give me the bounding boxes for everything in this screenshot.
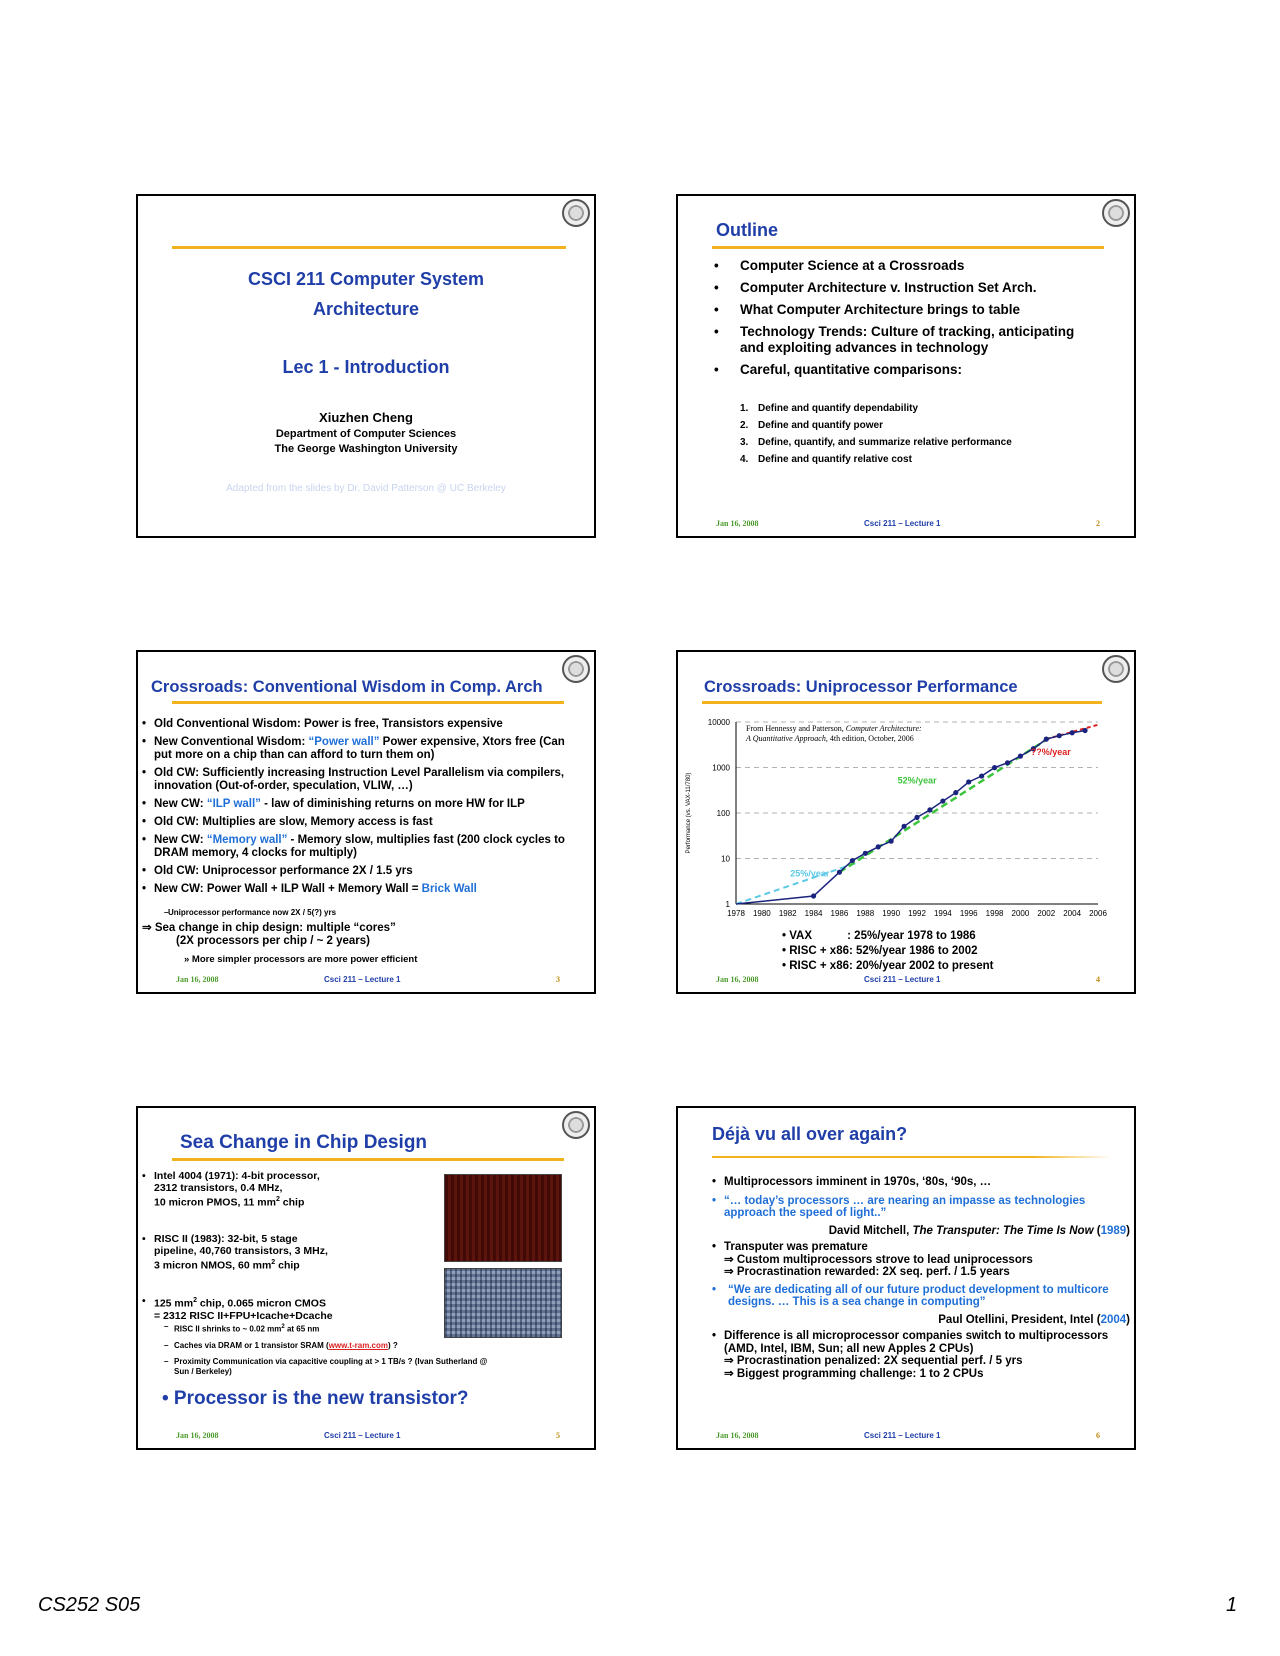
x-tick-label: 2000	[1011, 909, 1030, 918]
slide-1	[136, 194, 596, 538]
numbered-item: Define and quantify dependability	[758, 403, 919, 414]
x-tick-label: 1984	[804, 909, 823, 918]
x-tick-label: 1980	[752, 909, 771, 918]
legend-vax: • VAX : 25%/year 1978 to 1986	[782, 930, 976, 942]
title-rule	[172, 701, 564, 704]
slide-4-title: Crossroads: Uniprocessor Performance	[704, 678, 1018, 696]
y-tick-label: 10000	[707, 718, 730, 727]
slide-2	[676, 194, 1136, 538]
x-tick-label: 1994	[933, 909, 952, 918]
deja-quote: • “We are dedicating all of our future product development to multicore designs. … This is a sea change in computing”	[710, 1284, 1130, 1309]
x-tick-label: 1982	[778, 909, 797, 918]
performance-point	[837, 870, 842, 875]
slide-number: 5	[556, 1431, 560, 1440]
page-footer-course: CS252 S05	[38, 1594, 141, 1616]
annotation-20-percent: ??%/year	[1030, 746, 1071, 757]
outline-item: • What Computer Architecture brings to table	[712, 302, 1092, 318]
cw-item: • New CW: “Memory wall” - Memory slow, multiplies fast (200 clock cycles to DRAM memory, 4 clocks for multiply)	[140, 834, 580, 860]
outline-item: • Computer Architecture v. Instruction Set Arch.	[712, 280, 1092, 296]
legend-risc-52: • RISC + x86: 52%/year 1986 to 2002	[782, 945, 978, 957]
slide-number: 6	[1096, 1431, 1100, 1440]
title-rule	[712, 246, 1104, 249]
slide-lecture: Csci 211 – Lecture 1	[324, 1431, 401, 1440]
x-tick-label: 1978	[727, 909, 745, 918]
slide-lecture: Csci 211 – Lecture 1	[864, 519, 941, 528]
x-tick-label: 1992	[908, 909, 926, 918]
slide-lecture: Csci 211 – Lecture 1	[864, 1431, 941, 1440]
performance-point	[1044, 737, 1049, 742]
cw-item: • Old CW: Sufficiently increasing Instruction Level Parallelism via compilers, innovation (Out-of-order, speculation, VLIW, …)	[140, 767, 580, 793]
slide-1-title-line1: CSCI 211 Computer System	[247, 269, 485, 289]
chip-list	[140, 1170, 440, 1322]
performance-point	[1057, 733, 1062, 738]
slide-6-title: Déjà vu all over again?	[712, 1124, 908, 1144]
author-name: Xiuzhen Cheng	[319, 410, 413, 425]
slide-date: Jan 16, 2008	[176, 1431, 219, 1440]
numbered-item: Define, quantify, and summarize relative performance	[758, 437, 1012, 448]
cw-item: • New CW: Power Wall + ILP Wall + Memory Wall = Brick Wall	[140, 883, 580, 896]
performance-point	[901, 824, 906, 829]
slide-lecture: Csci 211 – Lecture 1	[864, 975, 941, 984]
x-tick-label: 1996	[959, 909, 978, 918]
deja-vu-content	[710, 1176, 1130, 1380]
slide-date: Jan 16, 2008	[716, 975, 759, 984]
intel-4004-die-photo	[444, 1174, 562, 1262]
slide-lecture: Csci 211 – Lecture 1	[324, 975, 401, 984]
outline-item: • Computer Science at a Crossroads	[712, 258, 1092, 274]
cw-item: • New CW: “ILP wall” - law of diminishing returns on more HW for ILP	[140, 798, 580, 811]
title-rule	[172, 246, 566, 249]
performance-point	[850, 858, 855, 863]
cw-item: • Old Conventional Wisdom: Power is free, Transistors expensive	[140, 718, 580, 731]
slide-date: Jan 16, 2008	[716, 519, 759, 528]
chip-subitems: – RISC II shrinks to ~ 0.02 $mm^2$ at 65 nm – Caches via DRAM or 1 transistor SRAM (www.t-ram.com) ? – Proximity Communication via capacitive coupling at > 1 TB/s ? (Ivan Sutherland @ Sun / Berkeley)	[144, 1322, 584, 1377]
deja-item: • Multiprocessors imminent in 1970s, ‘80s, ‘90s, …	[710, 1176, 1130, 1189]
y-tick-label: 1000	[712, 763, 730, 773]
x-tick-label: 1998	[985, 909, 1004, 918]
legend-risc-20: • RISC + x86: 20%/year 2002 to present	[782, 960, 994, 972]
outline-item: • Careful, quantitative comparisons:	[712, 362, 1092, 378]
y-tick-label: 10	[721, 854, 730, 864]
sea-change-note: ⇒ Sea change in chip design: multiple “cores” (2X processors per chip / ~ 2 years)	[142, 922, 396, 947]
performance-point	[863, 851, 868, 856]
x-tick-label: 2006	[1089, 909, 1107, 918]
title-rule	[172, 1158, 564, 1161]
performance-point	[889, 839, 894, 844]
slide-number: 3	[556, 975, 560, 984]
slide-1-subtitle: Lec 1 - Introduction	[282, 357, 450, 377]
performance-point	[1082, 728, 1087, 733]
outline-list	[712, 258, 1092, 378]
university-seal-icon	[1102, 655, 1130, 683]
y-tick-label: 1	[725, 900, 730, 909]
credit-text: Adapted from the slides by Dr. David Patterson @ UC Berkeley	[226, 483, 506, 494]
performance-point	[876, 844, 881, 849]
outline-item: • Technology Trends: Culture of tracking, anticipating and exploiting advances in technology	[712, 324, 1092, 356]
slide-date: Jan 16, 2008	[176, 975, 219, 984]
y-tick-label: 100	[716, 809, 730, 818]
deja-quote: • “… today’s processors … are nearing an impasse as technologies approach the speed of light..”	[710, 1195, 1130, 1220]
annotation-25-percent: 25%/year	[790, 868, 830, 879]
performance-point	[979, 773, 984, 778]
slide-4	[676, 650, 1136, 994]
slide-number: 4	[1096, 975, 1100, 984]
performance-point	[914, 815, 919, 820]
quote-attribution: David Mitchell, The Transputer: The Time Is Now (1989)	[828, 1224, 1130, 1237]
performance-point	[953, 790, 958, 795]
chip-item-risc2: • RISC II (1983): 32-bit, 5 stage pipeline, 40,760 transistors, 3 MHz, 3 micron NMOS, 60 $mm^2$ chip	[140, 1233, 440, 1272]
slide-date: Jan 16, 2008	[716, 1431, 759, 1440]
slide-1-title-line2: Architecture	[312, 299, 420, 319]
numbered-list: 1. Define and quantify dependability 2. Define and quantify power 3. Define, quantify, and summarize relative performance 4. Define and quantify relative cost	[740, 403, 1012, 465]
author-univ: The George Washington University	[274, 443, 458, 455]
slide-3	[136, 650, 596, 994]
slide-number: 2	[1096, 519, 1100, 528]
university-seal-icon	[562, 655, 590, 683]
chart-legend	[782, 929, 993, 974]
performance-point	[1005, 760, 1010, 765]
numbered-item: Define and quantify power	[758, 420, 884, 431]
cw-subitem: » More simpler processors are more power efficient	[184, 954, 418, 965]
x-tick-label: 1990	[882, 909, 901, 918]
university-seal-icon	[562, 199, 590, 227]
slide-5-title: Sea Change in Chip Design	[180, 1132, 428, 1153]
deja-item: • Difference is all microprocessor companies switch to multiprocessors (AMD, Intel, IBM, Sun; all new Apples 2 CPUs) ⇒ Procrastination penalized: 2X sequential perf. / 5 yrs ⇒ Biggest programming challenge: 1 to 2 CPUs	[710, 1330, 1130, 1380]
cw-item: • New Conventional Wisdom: “Power wall” Power expensive, Xtors free (Can put more on a chip than can afford to turn them on)	[140, 736, 580, 762]
x-tick-label: 1988	[856, 909, 875, 918]
annotation-52-percent: 52%/year	[897, 775, 937, 786]
cw-list	[140, 718, 580, 899]
cw-item: • Old CW: Uniprocessor performance 2X / 1.5 yrs	[140, 865, 580, 878]
performance-point	[1070, 730, 1075, 735]
t-ram-link[interactable]: www.t-ram.com	[328, 1340, 388, 1350]
performance-point	[927, 807, 932, 812]
x-tick-label: 2002	[1037, 909, 1056, 918]
numbered-item: Define and quantify relative cost	[758, 454, 912, 465]
slide-5	[136, 1106, 596, 1450]
chart-source: From Hennessy and Patterson, Computer Architecture: A Quantitative Approach, 4th edition, October, 2006	[746, 724, 922, 743]
processor-transistor-heading: • Processor is the new transistor?	[162, 1388, 469, 1409]
title-rule	[702, 701, 1102, 704]
university-seal-icon	[1102, 199, 1130, 227]
chip-item-4004: • Intel 4004 (1971): 4-bit processor, 2312 transistors, 0.4 MHz, 10 micron PMOS, 11 $mm^2$ chip	[140, 1170, 440, 1209]
page-footer-number: 1	[1226, 1594, 1238, 1616]
performance-point	[1018, 754, 1023, 759]
performance-point	[992, 765, 997, 770]
slide-6	[676, 1106, 1136, 1450]
deja-item: • Transputer was premature ⇒ Custom multiprocessors strove to lead uniprocessors ⇒ Procrastination rewarded: 2X seq. perf. / 1.5 years	[710, 1241, 1130, 1279]
title-rule	[712, 1156, 1112, 1158]
y-axis-label: Performance (vs. VAX-11/780)	[686, 772, 692, 854]
performance-point	[966, 779, 971, 784]
chip-item-cmos: • 125 $mm^2$ chip, 0.065 micron CMOS = 2312 RISC II+FPU+Icache+Dcache	[140, 1295, 440, 1322]
x-tick-label: 1986	[830, 909, 849, 918]
author-dept: Department of Computer Sciences	[275, 428, 457, 440]
quote-attribution: Paul Otellini, President, Intel (2004)	[938, 1313, 1130, 1326]
slide-3-title: Crossroads: Conventional Wisdom in Comp. Arch	[151, 678, 543, 696]
performance-point	[811, 893, 816, 898]
performance-point	[940, 798, 945, 803]
university-seal-icon	[562, 1111, 590, 1139]
cw-item: • Old CW: Multiplies are slow, Memory access is fast	[140, 816, 580, 829]
slide-2-title: Outline	[716, 220, 778, 240]
x-tick-label: 2004	[1063, 909, 1082, 918]
risc-ii-die-photo	[444, 1268, 562, 1338]
cw-subitem: – Uniprocessor performance now 2X / 5(?) yrs	[144, 908, 336, 917]
